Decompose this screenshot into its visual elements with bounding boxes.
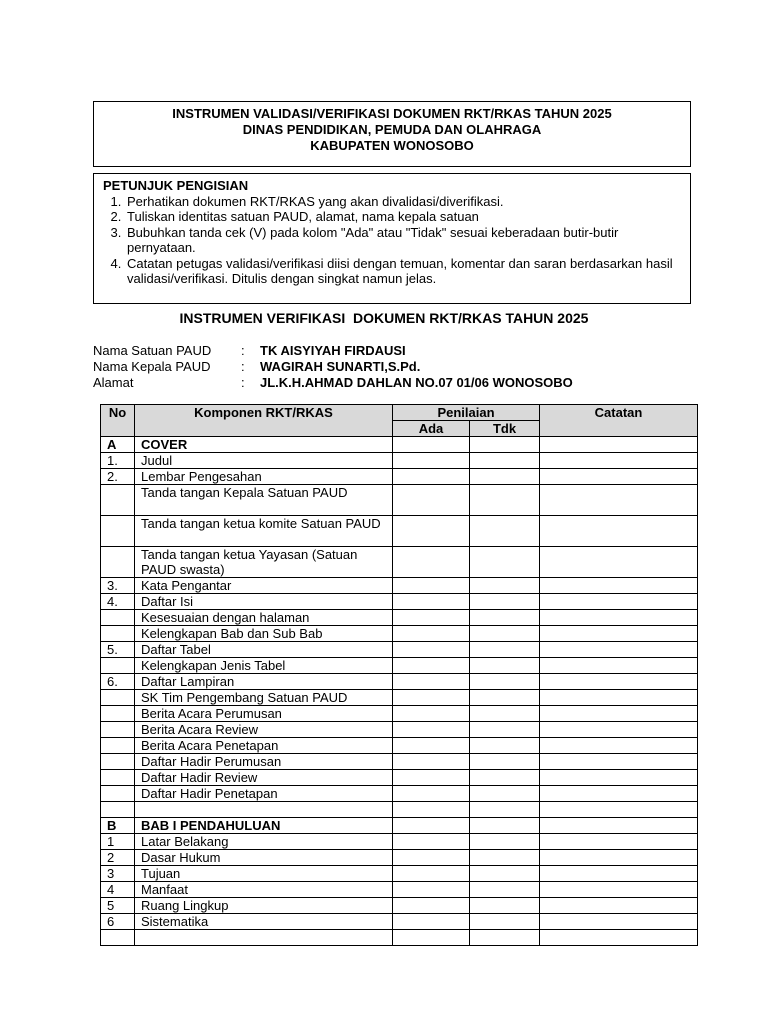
cell-no bbox=[101, 706, 135, 722]
table-row bbox=[101, 469, 698, 485]
cell-no bbox=[101, 626, 135, 642]
cell-komponen: Daftar Tabel bbox=[135, 642, 393, 658]
table-row bbox=[101, 866, 698, 882]
cell-tdk bbox=[470, 594, 540, 610]
petunjuk-title: PETUNJUK PENGISIAN bbox=[103, 178, 249, 193]
table-row bbox=[101, 834, 698, 850]
cell-no bbox=[101, 770, 135, 786]
cell-tdk bbox=[470, 770, 540, 786]
table-row bbox=[101, 626, 698, 642]
cell-ada bbox=[393, 738, 470, 754]
table-row bbox=[101, 690, 698, 706]
identity-row-kepala bbox=[93, 359, 573, 375]
table-header-row bbox=[101, 405, 698, 421]
cell-ada bbox=[393, 437, 470, 453]
cell-no bbox=[101, 738, 135, 754]
cell-komponen bbox=[135, 802, 393, 818]
cell-komponen: Tanda tangan ketua komite Satuan PAUD bbox=[135, 516, 393, 547]
cell-komponen: Daftar Isi bbox=[135, 594, 393, 610]
cell-tdk bbox=[470, 802, 540, 818]
alamat-label: Alamat bbox=[93, 375, 134, 390]
cell-no: 3. bbox=[101, 578, 135, 594]
nama-kepala-value: WAGIRAH SUNARTI,S.Pd. bbox=[260, 359, 421, 374]
cell-catatan bbox=[540, 437, 698, 453]
table-body bbox=[101, 437, 698, 946]
cell-no bbox=[101, 516, 135, 547]
table-row bbox=[101, 770, 698, 786]
separator: : bbox=[241, 375, 245, 390]
document-header bbox=[93, 101, 691, 167]
table-row bbox=[101, 516, 698, 547]
cell-ada bbox=[393, 594, 470, 610]
identity-row-satuan bbox=[93, 343, 573, 359]
cell-no: B bbox=[101, 818, 135, 834]
cell-ada bbox=[393, 786, 470, 802]
cell-catatan bbox=[540, 690, 698, 706]
cell-catatan bbox=[540, 786, 698, 802]
cell-komponen: Manfaat bbox=[135, 882, 393, 898]
cell-ada bbox=[393, 850, 470, 866]
cell-catatan bbox=[540, 610, 698, 626]
table-row bbox=[101, 547, 698, 578]
petunjuk-list bbox=[103, 194, 682, 287]
cell-tdk bbox=[470, 626, 540, 642]
separator: : bbox=[241, 343, 245, 358]
cell-komponen: Daftar Lampiran bbox=[135, 674, 393, 690]
table-row bbox=[101, 485, 698, 516]
cell-ada bbox=[393, 658, 470, 674]
cell-no bbox=[101, 930, 135, 946]
cell-catatan bbox=[540, 674, 698, 690]
cell-ada bbox=[393, 516, 470, 547]
cell-ada bbox=[393, 882, 470, 898]
petunjuk-item: 3. Bubuhkan tanda cek (V) pada kolom "Ada" atau "Tidak" sesuai keberadaan butir-butir pernyataan. bbox=[125, 225, 682, 256]
table-row bbox=[101, 578, 698, 594]
cell-catatan bbox=[540, 914, 698, 930]
cell-catatan bbox=[540, 706, 698, 722]
cell-ada bbox=[393, 674, 470, 690]
col-header-tdk: Tdk bbox=[470, 421, 540, 437]
cell-komponen: Daftar Hadir Perumusan bbox=[135, 754, 393, 770]
cell-komponen bbox=[135, 930, 393, 946]
table-row bbox=[101, 850, 698, 866]
nama-kepala-label: Nama Kepala PAUD bbox=[93, 359, 211, 374]
petunjuk-item: 1. Perhatikan dokumen RKT/RKAS yang akan divalidasi/diverifikasi. bbox=[125, 194, 682, 210]
petunjuk-item: 4. Catatan petugas validasi/verifikasi diisi dengan temuan, komentar dan saran berdasarkan hasil validasi/verifikasi. Ditulis dengan singkat namun jelas. bbox=[125, 256, 682, 287]
cell-catatan bbox=[540, 882, 698, 898]
petunjuk-item: 2. Tuliskan identitas satuan PAUD, alamat, nama kepala satuan bbox=[125, 209, 682, 225]
cell-ada bbox=[393, 469, 470, 485]
cell-catatan bbox=[540, 802, 698, 818]
alamat-value: JL.K.H.AHMAD DAHLAN NO.07 01/06 WONOSOBO bbox=[260, 375, 573, 390]
table-row bbox=[101, 610, 698, 626]
petunjuk-pengisian-box bbox=[93, 173, 691, 304]
cell-tdk bbox=[470, 754, 540, 770]
cell-no bbox=[101, 802, 135, 818]
verification-table bbox=[100, 404, 698, 946]
cell-tdk bbox=[470, 674, 540, 690]
cell-ada bbox=[393, 834, 470, 850]
cell-komponen: BAB I PENDAHULUAN bbox=[135, 818, 393, 834]
table-row bbox=[101, 802, 698, 818]
cell-no bbox=[101, 722, 135, 738]
cell-tdk bbox=[470, 930, 540, 946]
cell-tdk bbox=[470, 706, 540, 722]
cell-tdk bbox=[470, 786, 540, 802]
cell-ada bbox=[393, 690, 470, 706]
cell-tdk bbox=[470, 914, 540, 930]
header-line-3: KABUPATEN WONOSOBO bbox=[310, 138, 474, 153]
table-row bbox=[101, 882, 698, 898]
table-row bbox=[101, 738, 698, 754]
cell-komponen: Kata Pengantar bbox=[135, 578, 393, 594]
cell-komponen: Daftar Hadir Review bbox=[135, 770, 393, 786]
cell-ada bbox=[393, 818, 470, 834]
cell-no: 3 bbox=[101, 866, 135, 882]
table-row bbox=[101, 706, 698, 722]
separator: : bbox=[241, 359, 245, 374]
cell-tdk bbox=[470, 834, 540, 850]
table-row bbox=[101, 898, 698, 914]
header-line-2: DINAS PENDIDIKAN, PEMUDA DAN OLAHRAGA bbox=[242, 122, 542, 137]
cell-tdk bbox=[470, 437, 540, 453]
cell-no: 2 bbox=[101, 850, 135, 866]
cell-tdk bbox=[470, 485, 540, 516]
cell-catatan bbox=[540, 516, 698, 547]
cell-no: 5 bbox=[101, 898, 135, 914]
cell-ada bbox=[393, 914, 470, 930]
table-row bbox=[101, 914, 698, 930]
cell-no bbox=[101, 786, 135, 802]
cell-komponen: SK Tim Pengembang Satuan PAUD bbox=[135, 690, 393, 706]
cell-no: 4 bbox=[101, 882, 135, 898]
cell-komponen: Dasar Hukum bbox=[135, 850, 393, 866]
cell-no: 5. bbox=[101, 642, 135, 658]
table-row bbox=[101, 930, 698, 946]
cell-komponen: Kelengkapan Jenis Tabel bbox=[135, 658, 393, 674]
cell-no bbox=[101, 485, 135, 516]
cell-catatan bbox=[540, 722, 698, 738]
cell-ada bbox=[393, 610, 470, 626]
cell-catatan bbox=[540, 770, 698, 786]
table-row bbox=[101, 658, 698, 674]
cell-ada bbox=[393, 642, 470, 658]
cell-tdk bbox=[470, 453, 540, 469]
cell-tdk bbox=[470, 866, 540, 882]
cell-ada bbox=[393, 547, 470, 578]
table-row bbox=[101, 754, 698, 770]
col-header-no: No bbox=[101, 405, 135, 437]
cell-ada bbox=[393, 930, 470, 946]
table-row bbox=[101, 722, 698, 738]
cell-komponen: Tujuan bbox=[135, 866, 393, 882]
cell-ada bbox=[393, 898, 470, 914]
cell-catatan bbox=[540, 469, 698, 485]
cell-komponen: Latar Belakang bbox=[135, 834, 393, 850]
table-row bbox=[101, 786, 698, 802]
cell-no bbox=[101, 690, 135, 706]
cell-tdk bbox=[470, 690, 540, 706]
cell-no bbox=[101, 658, 135, 674]
cell-ada bbox=[393, 485, 470, 516]
col-header-catatan: Catatan bbox=[540, 405, 698, 437]
cell-catatan bbox=[540, 485, 698, 516]
table-row bbox=[101, 674, 698, 690]
cell-komponen: Tanda tangan Kepala Satuan PAUD bbox=[135, 485, 393, 516]
cell-tdk bbox=[470, 547, 540, 578]
cell-no: 1 bbox=[101, 834, 135, 850]
cell-catatan bbox=[540, 866, 698, 882]
cell-tdk bbox=[470, 818, 540, 834]
cell-komponen: COVER bbox=[135, 437, 393, 453]
cell-komponen: Berita Acara Review bbox=[135, 722, 393, 738]
cell-ada bbox=[393, 770, 470, 786]
table-row bbox=[101, 818, 698, 834]
cell-komponen: Kesesuaian dengan halaman bbox=[135, 610, 393, 626]
cell-catatan bbox=[540, 834, 698, 850]
cell-catatan bbox=[540, 930, 698, 946]
cell-tdk bbox=[470, 722, 540, 738]
nama-satuan-value: TK AISYIYAH FIRDAUSI bbox=[260, 343, 406, 358]
cell-komponen: Berita Acara Perumusan bbox=[135, 706, 393, 722]
cell-komponen: Daftar Hadir Penetapan bbox=[135, 786, 393, 802]
cell-tdk bbox=[470, 882, 540, 898]
cell-komponen: Lembar Pengesahan bbox=[135, 469, 393, 485]
cell-no: 2. bbox=[101, 469, 135, 485]
cell-komponen: Judul bbox=[135, 453, 393, 469]
cell-catatan bbox=[540, 818, 698, 834]
cell-tdk bbox=[470, 738, 540, 754]
cell-catatan bbox=[540, 850, 698, 866]
cell-no: 4. bbox=[101, 594, 135, 610]
cell-tdk bbox=[470, 850, 540, 866]
cell-catatan bbox=[540, 658, 698, 674]
table-row bbox=[101, 437, 698, 453]
cell-no: 6 bbox=[101, 914, 135, 930]
cell-no: 6. bbox=[101, 674, 135, 690]
cell-no bbox=[101, 610, 135, 626]
cell-komponen: Kelengkapan Bab dan Sub Bab bbox=[135, 626, 393, 642]
cell-ada bbox=[393, 722, 470, 738]
cell-tdk bbox=[470, 898, 540, 914]
header-line-1: INSTRUMEN VALIDASI/VERIFIKASI DOKUMEN RKT/RKAS TAHUN 2025 bbox=[172, 106, 612, 121]
cell-catatan bbox=[540, 898, 698, 914]
cell-tdk bbox=[470, 469, 540, 485]
cell-no bbox=[101, 547, 135, 578]
cell-komponen: Sistematika bbox=[135, 914, 393, 930]
table-row bbox=[101, 642, 698, 658]
cell-catatan bbox=[540, 754, 698, 770]
col-header-ada: Ada bbox=[393, 421, 470, 437]
col-header-komponen: Komponen RKT/RKAS bbox=[135, 405, 393, 437]
cell-catatan bbox=[540, 626, 698, 642]
cell-catatan bbox=[540, 547, 698, 578]
cell-komponen: Berita Acara Penetapan bbox=[135, 738, 393, 754]
cell-ada bbox=[393, 706, 470, 722]
cell-ada bbox=[393, 802, 470, 818]
section-title: INSTRUMEN VERIFIKASI DOKUMEN RKT/RKAS TAHUN 2025 bbox=[179, 310, 589, 326]
cell-komponen: Tanda tangan ketua Yayasan (Satuan PAUD swasta) bbox=[135, 547, 393, 578]
identity-row-alamat bbox=[93, 375, 573, 391]
nama-satuan-label: Nama Satuan PAUD bbox=[93, 343, 212, 358]
cell-catatan bbox=[540, 453, 698, 469]
cell-catatan bbox=[540, 642, 698, 658]
cell-ada bbox=[393, 754, 470, 770]
table-row bbox=[101, 594, 698, 610]
cell-tdk bbox=[470, 642, 540, 658]
cell-no bbox=[101, 754, 135, 770]
cell-ada bbox=[393, 626, 470, 642]
table-row bbox=[101, 453, 698, 469]
cell-no: 1. bbox=[101, 453, 135, 469]
col-header-penilaian: Penilaian bbox=[393, 405, 540, 421]
cell-ada bbox=[393, 866, 470, 882]
cell-tdk bbox=[470, 578, 540, 594]
cell-tdk bbox=[470, 658, 540, 674]
cell-no: A bbox=[101, 437, 135, 453]
identity-block bbox=[93, 343, 573, 391]
cell-catatan bbox=[540, 738, 698, 754]
cell-komponen: Ruang Lingkup bbox=[135, 898, 393, 914]
cell-catatan bbox=[540, 578, 698, 594]
cell-ada bbox=[393, 453, 470, 469]
cell-catatan bbox=[540, 594, 698, 610]
cell-tdk bbox=[470, 610, 540, 626]
cell-ada bbox=[393, 578, 470, 594]
cell-tdk bbox=[470, 516, 540, 547]
